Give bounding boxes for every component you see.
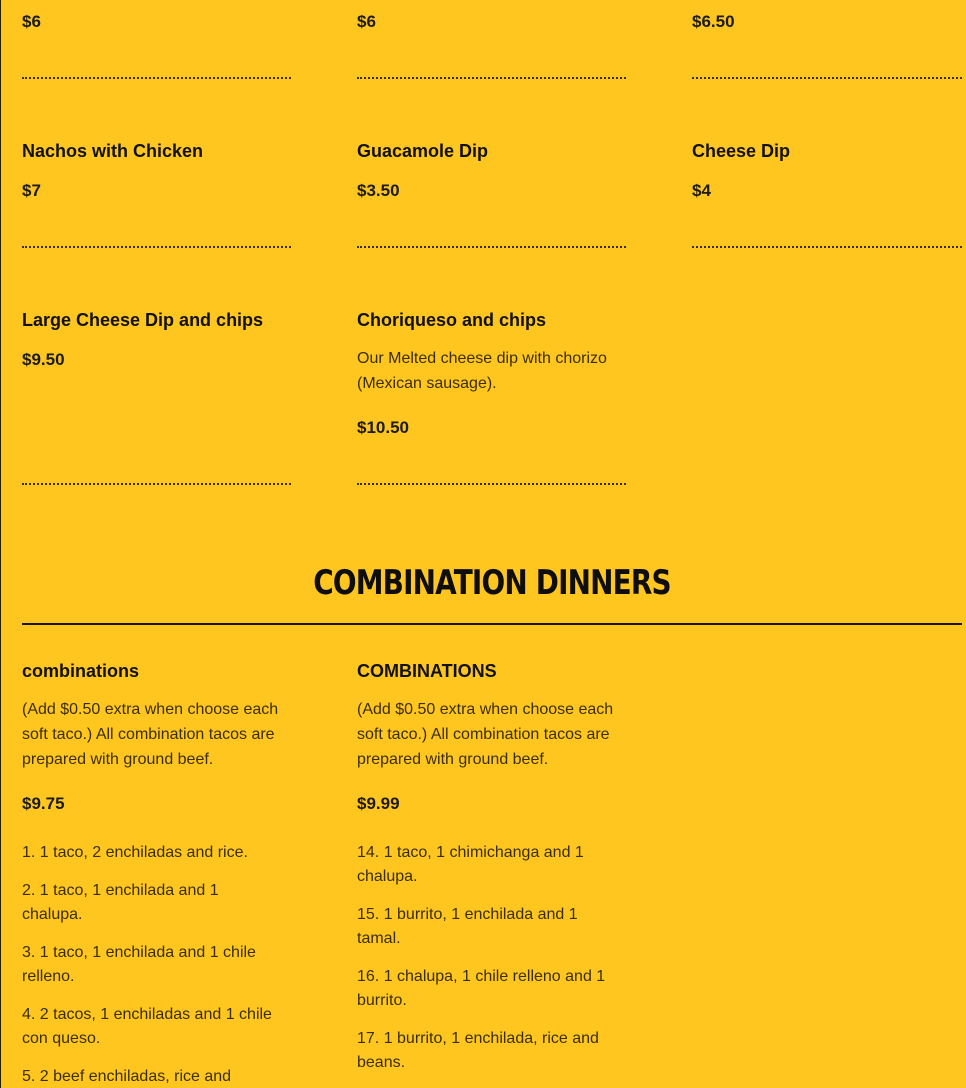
- combination-list: [22, 841, 277, 1088]
- dotted-divider: [692, 246, 962, 248]
- dotted-divider: [22, 483, 291, 485]
- item-price: $7: [22, 181, 41, 200]
- item-name: Large Cheese Dip and chips: [22, 310, 264, 330]
- item-price: $6: [357, 12, 376, 31]
- dotted-divider: [22, 246, 291, 248]
- item-price: $9.75: [22, 794, 65, 813]
- item-description: (Add $0.50 extra when choose each soft taco.) All combination tacos are prepared with ground beef.: [357, 701, 614, 768]
- item-price: $9.99: [357, 794, 400, 813]
- list-item: 16. 1 chalupa, 1 chile relleno and 1 burrito.: [357, 968, 606, 1009]
- item-price: $6.50: [692, 12, 735, 31]
- item-name: Guacamole Dip: [357, 141, 489, 161]
- item-price: $9.50: [22, 350, 65, 369]
- dotted-divider: [357, 246, 626, 248]
- list-item: 1. 1 taco, 2 enchiladas and rice.: [22, 844, 248, 861]
- item-name: Cheese Dip: [692, 141, 791, 161]
- item-name: combinations: [22, 661, 140, 681]
- item-price: $10.50: [357, 418, 409, 437]
- item-description: (Add $0.50 extra when choose each soft taco.) All combination tacos are prepared with ground beef.: [22, 701, 279, 768]
- list-item: 14. 1 taco, 1 chimichanga and 1 chalupa.: [357, 844, 584, 885]
- list-item: 15. 1 burrito, 1 enchilada and 1 tamal.: [357, 906, 578, 947]
- dotted-divider: [22, 77, 291, 79]
- section-rule: [22, 623, 962, 625]
- list-item: 2. 1 taco, 1 enchilada and 1 chalupa.: [22, 882, 219, 923]
- item-price: $4: [692, 181, 711, 200]
- item-price: $6: [22, 12, 41, 31]
- item-name: Nachos with Chicken: [22, 141, 204, 161]
- dotted-divider: [692, 77, 962, 79]
- item-name: COMBINATIONS: [357, 661, 497, 681]
- list-item: 17. 1 burrito, 1 enchilada, rice and beans.: [357, 1030, 599, 1071]
- section-title: COMBINATION DINNERS: [313, 563, 671, 603]
- dotted-divider: [357, 77, 626, 79]
- list-item: 3. 1 taco, 1 enchilada and 1 chile relleno.: [22, 944, 256, 985]
- item-name: Choriqueso and chips: [357, 310, 547, 330]
- list-item: 5. 2 beef enchiladas, rice and: [22, 1068, 232, 1085]
- combination-list: [357, 841, 612, 1088]
- list-item: 4. 2 tacos, 1 enchiladas and 1 chile con queso.: [22, 1006, 272, 1047]
- item-description: Our Melted cheese dip with chorizo (Mexican sausage).: [357, 350, 607, 392]
- item-price: $3.50: [357, 181, 400, 200]
- dotted-divider: [357, 483, 626, 485]
